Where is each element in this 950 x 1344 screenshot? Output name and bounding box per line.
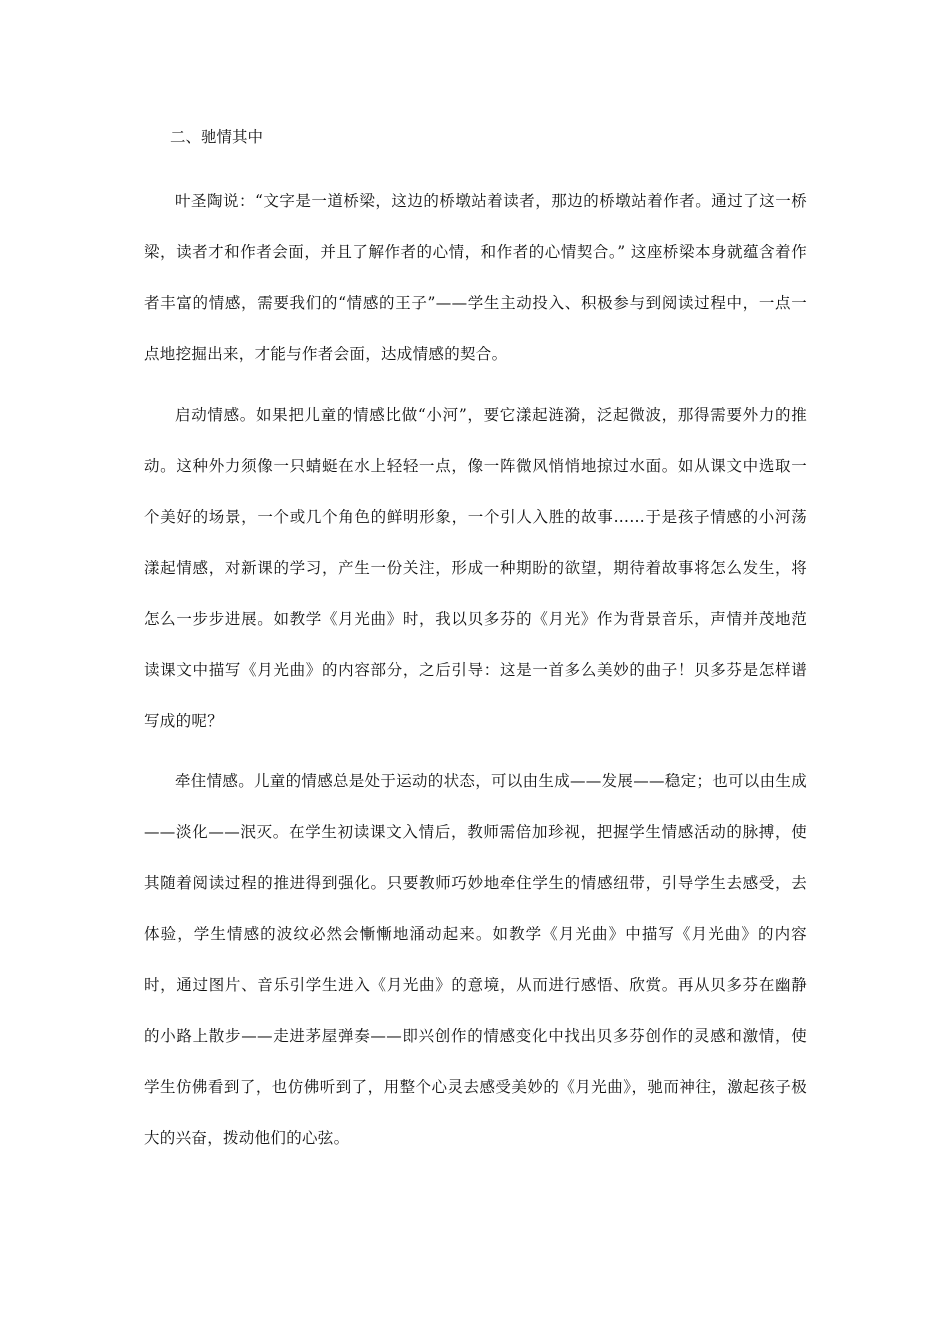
paragraph-bridge-quote: 叶圣陶说：“文字是一道桥梁，这边的桥墩站着读者，那边的桥墩站着作者。通过了这一桥梁，读者才和作者会面，并且了解作者的心情，和作者的心情契合。” 这座桥梁本身就蕴含着作者丰富的情感，需要我们的“情感的王子”——学生主动投入、积极参与到阅读过程中，一点一点地挖掘出来，才能与作者会面，达成情感的契合。 [144,192,807,363]
paragraph-start-emotion: 启动情感。如果把儿童的情感比做“小河”，要它漾起涟漪，泛起微波，那得需要外力的推动。这种外力须像一只蜻蜓在水上轻轻一点，像一阵微风悄悄地掠过水面。如从课文中选取一个美好的场景，一个或几个角色的鲜明形象，一个引人入胜的故事……于是孩子情感的小河荡漾起情感，对新课的学习，产生一份关注，形成一种期盼的欲望，期待着故事将怎么发生，将怎么一步步进展。如教学《月光曲》时，我以贝多芬的《月光》作为背景音乐，声情并茂地范读课文中描写《月光曲》的内容部分，之后引导：这是一首多么美妙的曲子！贝多芬是怎样谱写成的呢？ [144,406,807,730]
section-heading: 二、驰情其中 [170,128,264,146]
paragraph-hold-emotion: 牵住情感。儿童的情感总是处于运动的状态，可以由生成——发展——稳定；也可以由生成——淡化——泯灭。在学生初读课文入情后，教师需倍加珍视，把握学生情感活动的脉搏，使其随着阅读过程的推进得到强化。只要教师巧妙地牵住学生的情感纽带，引导学生去感受，去体验，学生情感的波纹必然会慚慚地涌动起来。如教学《月光曲》中描写《月光曲》的内容时，通过图片、音乐引学生进入《月光曲》的意境，从而进行感悟、欣赏。再从贝多芬在幽静的小路上散步——走进茅屋弹奏——即兴创作的情感变化中找出贝多芬创作的灵感和激情，使学生仿佛看到了，也仿佛听到了，用整个心灵去感受美妙的《月光曲》，驰而神往，激起孩子极大的兴奋，拨动他们的心弦。 [144,772,808,1147]
